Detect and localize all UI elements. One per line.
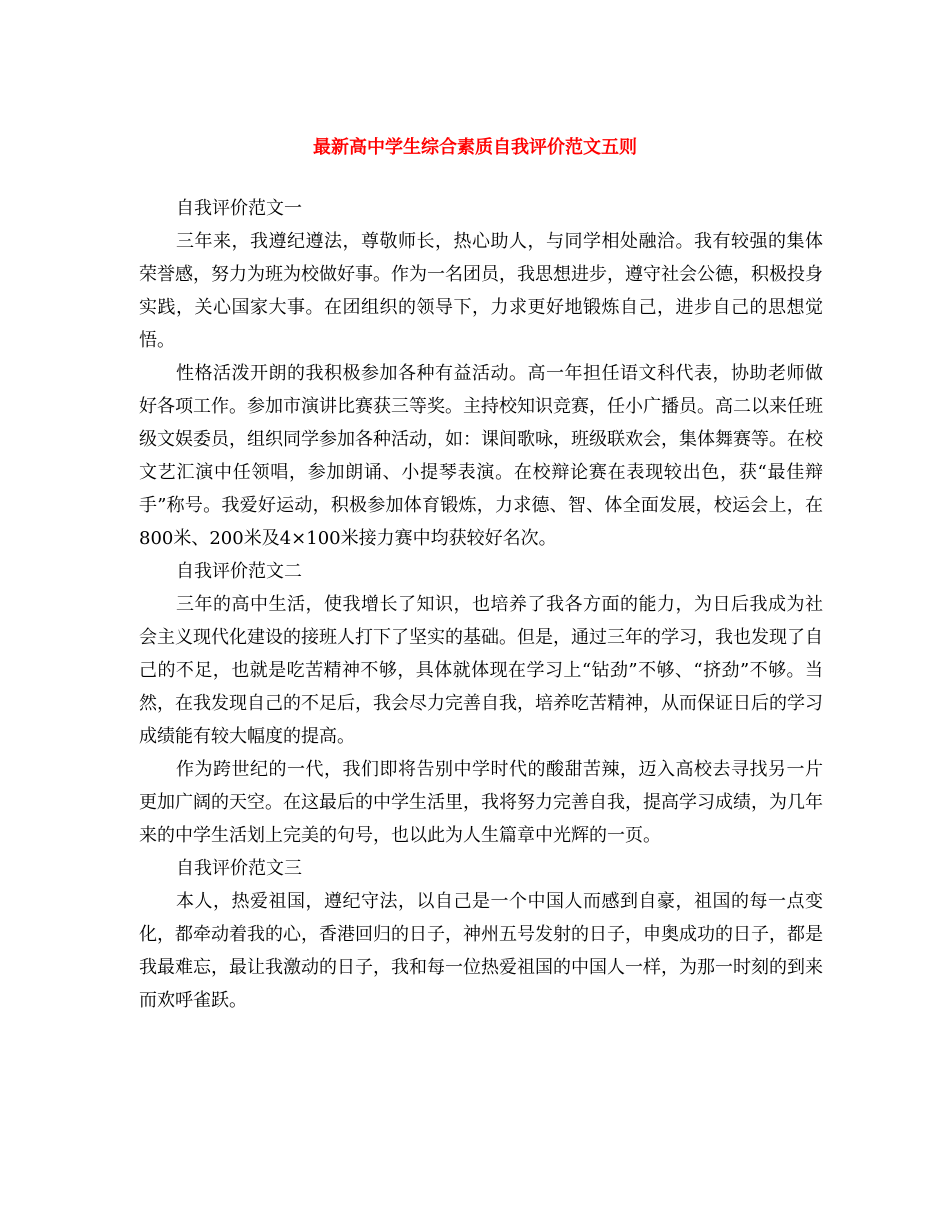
document-title: 最新高中学生综合素质自我评价范文五则 bbox=[313, 137, 637, 158]
section-heading-3: 自我评价范文三 bbox=[176, 858, 302, 879]
section-heading-1: 自我评价范文一 bbox=[176, 198, 302, 219]
paragraph: 作为跨世纪的一代，我们即将告别中学时代的酸甜苦辣，迈入高校去寻找另一片更加广阔的天空。在这最后的中学生活里，我将努力完善自我，提高学习成绩，为几年来的中学生活划上完美的句号，也以此为人生篇章中光辉的一页。 bbox=[139, 759, 823, 846]
paragraph: 三年来，我遵纪遵法，尊敬师长，热心助人，与同学相处融洽。我有较强的集体荣誉感，努力为班为校做好事。作为一名团员，我思想进步，遵守社会公德，积极投身实践，关心国家大事。在团组织的领导下，力求更好地锻炼自己，进步自己的思想觉悟。 bbox=[139, 231, 823, 351]
paragraph: 本人，热爱祖国，遵纪守法，以自己是一个中国人而感到自豪，祖国的每一点变化，都牵动着我的心，香港回归的日子，神州五号发射的日子，申奥成功的日子，都是我最难忘，最让我激动的日子，我和每一位热爱祖国的中国人一样，为那一时刻的到来而欢呼雀跃。 bbox=[139, 891, 823, 1011]
section-heading-2: 自我评价范文二 bbox=[176, 561, 302, 582]
paragraph: 三年的高中生活，使我增长了知识，也培养了我各方面的能力，为日后我成为社会主义现代化建设的接班人打下了坚实的基础。但是，通过三年的学习，我也发现了自己的不足，也就是吃苦精神不够，具体就体现在学习上“钻劲”不够、“挤劲”不够。当然，在我发现自己的不足后，我会尽力完善自我，培养吃苦精神，从而保证日后的学习成绩能有较大幅度的提高。 bbox=[139, 594, 823, 747]
paragraph: 性格活泼开朗的我积极参加各种有益活动。高一年担任语文科代表，协助老师做好各项工作。参加市演讲比赛获三等奖。主持校知识竞赛，任小广播员。高二以来任班级文娱委员，组织同学参加各种活动，如：课间歌咏，班级联欢会，集体舞赛等。在校文艺汇演中任领唱，参加朗诵、小提琴表演。在校辩论赛在表现较出色，获“最佳辩手”称号。我爱好运动，积极参加体育锻炼，力求德、智、体全面发展，校运会上，在800米、200米及4×100米接力赛中均获较好名次。 bbox=[139, 363, 823, 549]
document-body bbox=[139, 192, 823, 1017]
